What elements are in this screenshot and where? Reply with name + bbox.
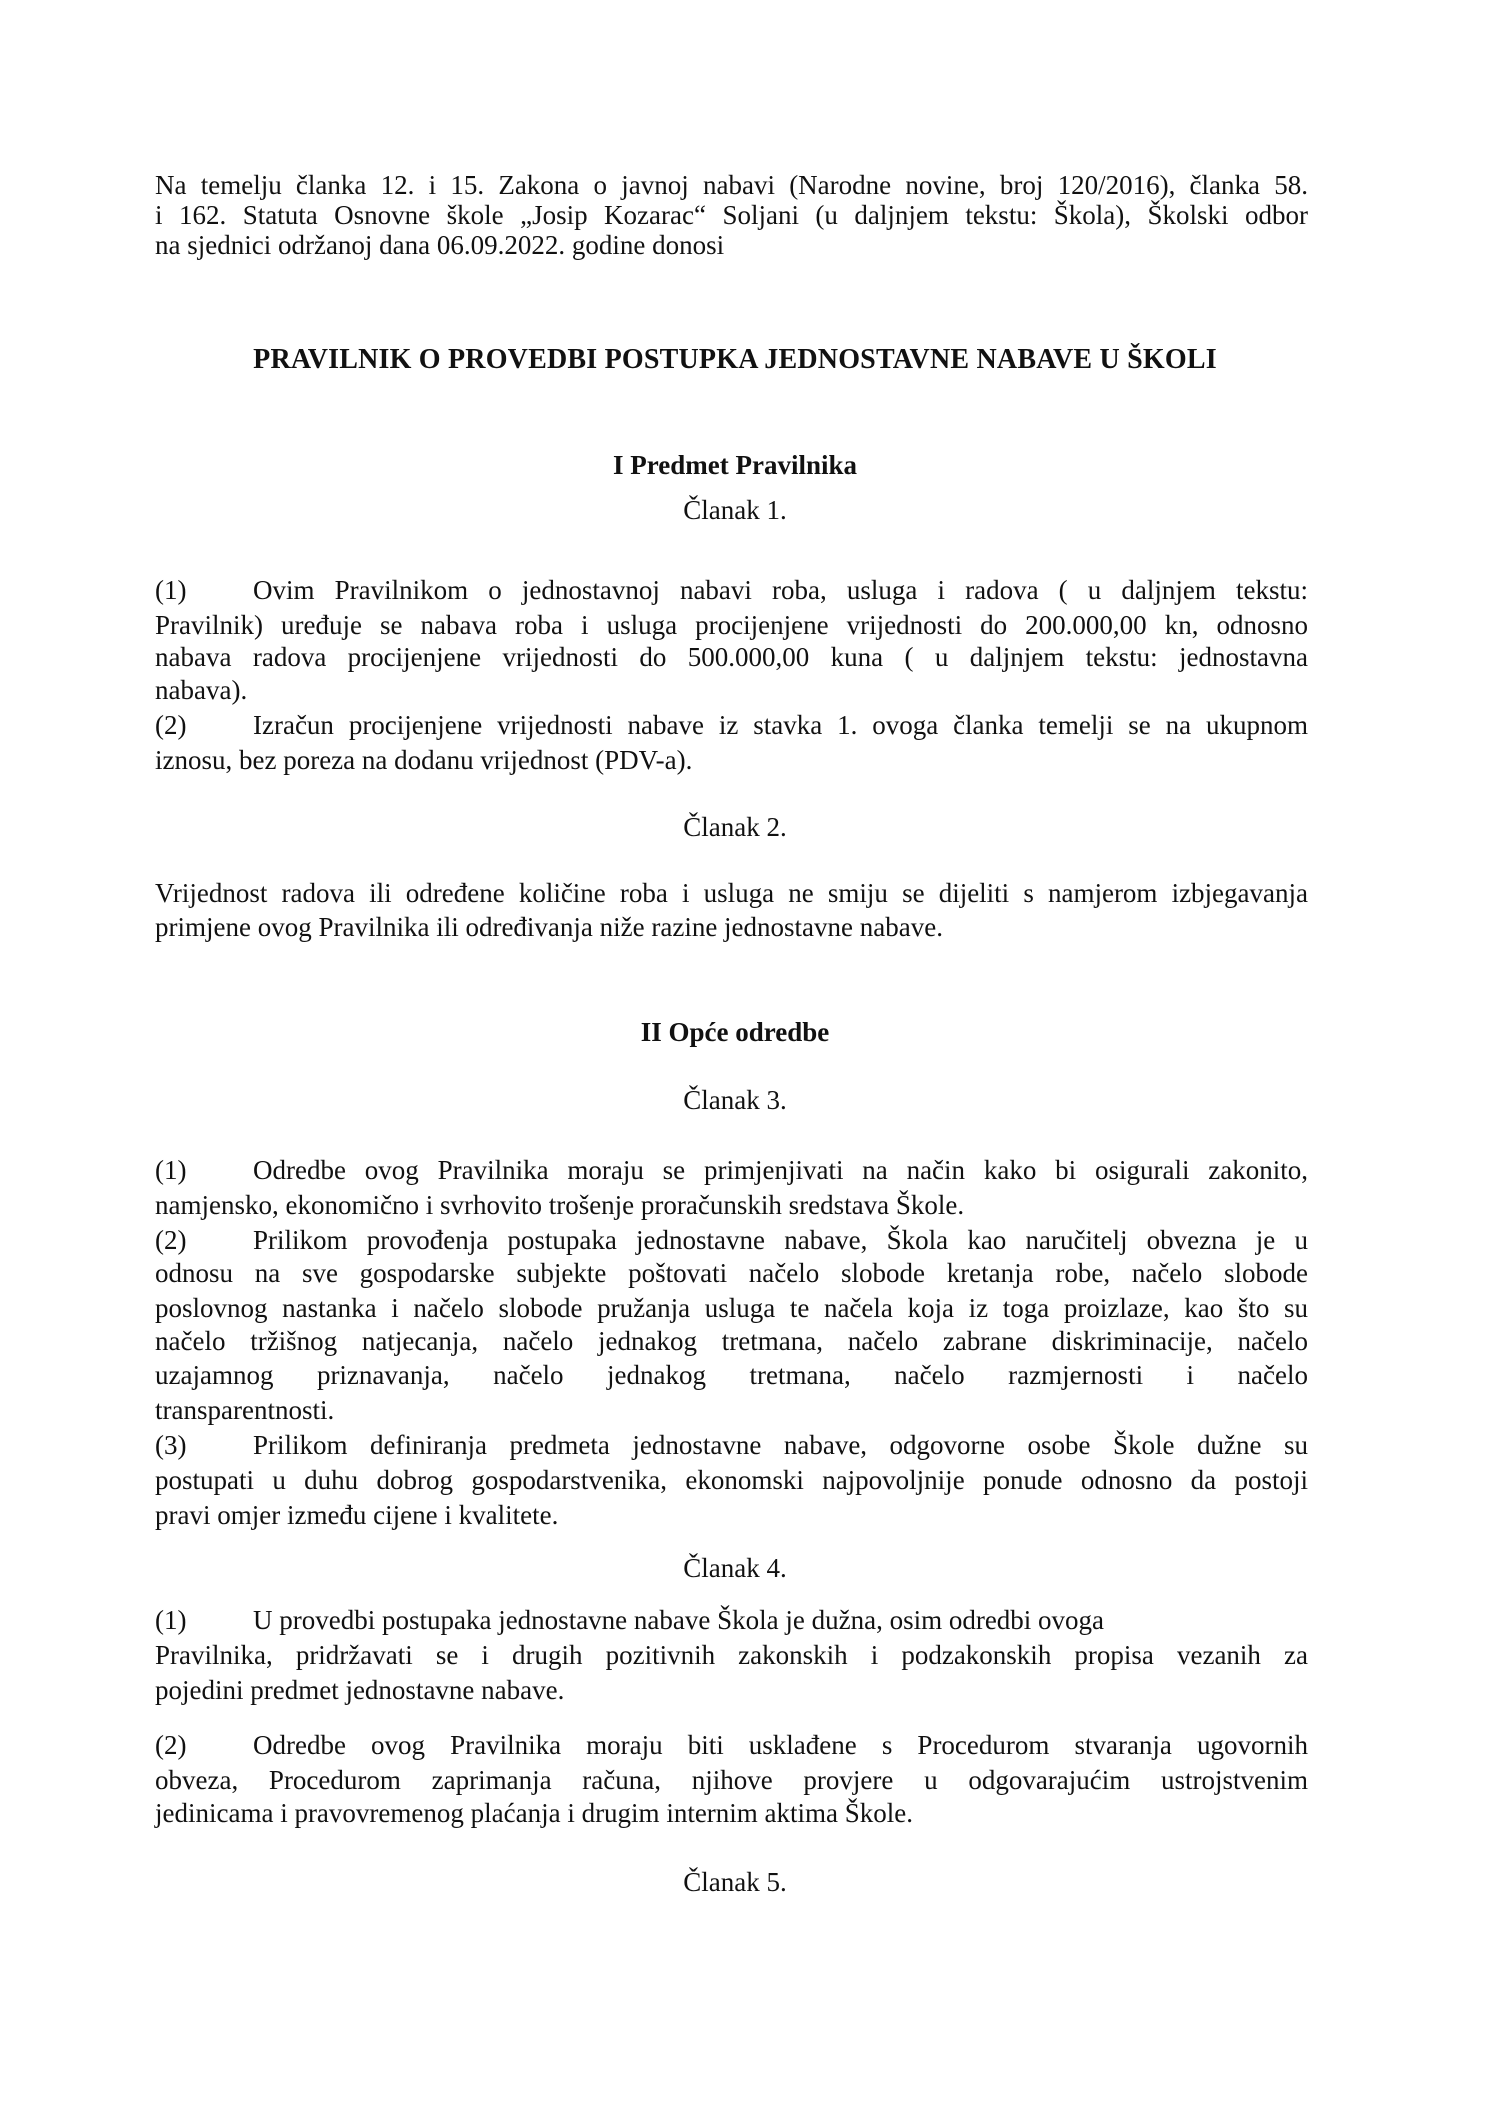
paragraph-text: Prilikom definiranja predmeta jednostavne nabave, odgovorne osobe Škole dužne su: [253, 1430, 1308, 1460]
paragraph-line: uzajamnog priznavanja, načelo jednakog tretmana, načelo razmjernosti i načelo: [155, 1360, 1308, 1390]
paragraph-line: [155, 1728, 1308, 1762]
paragraph-line: pojedini predmet jednostavne nabave.: [155, 1675, 565, 1705]
paragraph-line: namjensko, ekonomično i svrhovito trošenje proračunskih sredstava Škole.: [155, 1190, 965, 1220]
paragraph-marker: (2): [155, 1225, 187, 1255]
preamble-line: i 162. Statuta Osnovne škole „Josip Kozarac“ Soljani (u daljnjem tekstu: Škola), Školski odbor: [155, 200, 1308, 230]
paragraph-line: [155, 1223, 1308, 1257]
paragraph-text: Odredbe ovog Pravilnika moraju biti usklađene s Procedurom stvaranja ugovornih: [253, 1730, 1308, 1760]
article-title: Članak 4.: [683, 1553, 787, 1583]
paragraph-line: transparentnosti.: [155, 1395, 335, 1425]
paragraph-line: Vrijednost radova ili određene količine roba i usluga ne smiju se dijeliti s namjerom izbjegavanja: [155, 878, 1308, 908]
section-heading: II Opće odredbe: [640, 1017, 830, 1047]
preamble-line: Na temelju članka 12. i 15. Zakona o javnoj nabavi (Narodne novine, broj 120/2016), članka 58.: [155, 170, 1308, 200]
document-title: PRAVILNIK O PROVEDBI POSTUPKA JEDNOSTAVNE NABAVE U ŠKOLI: [253, 344, 1217, 375]
paragraph-text: Izračun procijenjene vrijednosti nabave iz stavka 1. ovoga članka temelji se na ukupnom: [253, 710, 1308, 740]
paragraph-line: [155, 1603, 1308, 1637]
paragraph-line: nabava).: [155, 675, 248, 705]
article-title: Članak 2.: [683, 812, 787, 842]
paragraph-line: iznosu, bez poreza na dodanu vrijednost (PDV-a).: [155, 745, 693, 775]
article-title: Članak 1.: [683, 495, 787, 525]
paragraph-text: U provedbi postupaka jednostavne nabave Škola je dužna, osim odredbi ovoga: [253, 1605, 1105, 1635]
paragraph-line: postupati u duhu dobrog gospodarstvenika, ekonomski najpovoljnije ponude odnosno da postoji: [155, 1465, 1308, 1495]
paragraph-line: načelo tržišnog natjecanja, načelo jednakog tretmana, načelo zabrane diskriminacije, načelo: [155, 1326, 1308, 1356]
paragraph-line: nabava radova procijenjene vrijednosti do 500.000,00 kuna ( u daljnjem tekstu: jednostavna: [155, 642, 1308, 672]
paragraph-marker: (2): [155, 710, 187, 740]
paragraph-marker: (2): [155, 1730, 187, 1760]
paragraph-line: Pravilnik) uređuje se nabava roba i usluga procijenjene vrijednosti do 200.000,00 kn, odnosno: [155, 610, 1308, 640]
paragraph-marker: (1): [155, 575, 187, 605]
paragraph-line: Pravilnika, pridržavati se i drugih pozitivnih zakonskih i podzakonskih propisa vezanih za: [155, 1640, 1308, 1670]
paragraph-line: [155, 708, 1308, 742]
paragraph-marker: (3): [155, 1430, 187, 1460]
paragraph-text: Odredbe ovog Pravilnika moraju se primjenjivati na način kako bi osigurali zakonito,: [253, 1155, 1308, 1185]
paragraph-text: Ovim Pravilnikom o jednostavnoj nabavi roba, usluga i radova ( u daljnjem tekstu:: [253, 575, 1308, 605]
paragraph-marker: (1): [155, 1155, 187, 1185]
paragraph-line: jedinicama i pravovremenog plaćanja i drugim internim aktima Škole.: [155, 1798, 914, 1828]
article-title: Članak 3.: [683, 1085, 787, 1115]
article-title: Članak 5.: [683, 1867, 787, 1897]
section-heading: I Predmet Pravilnika: [613, 450, 857, 480]
preamble-line: na sjednici održanoj dana 06.09.2022. godine donosi: [155, 230, 725, 260]
paragraph-line: odnosu na sve gospodarske subjekte poštovati načelo slobode kretanja robe, načelo slobode: [155, 1258, 1308, 1288]
paragraph-line: [155, 1153, 1308, 1187]
paragraph-line: [155, 573, 1308, 607]
paragraph-line: pravi omjer između cijene i kvalitete.: [155, 1500, 559, 1530]
paragraph-line: obveza, Procedurom zaprimanja računa, njihove provjere u odgovarajućim ustrojstvenim: [155, 1765, 1308, 1795]
paragraph-line: [155, 1428, 1308, 1462]
paragraph-line: primjene ovog Pravilnika ili određivanja niže razine jednostavne nabave.: [155, 912, 943, 942]
paragraph-line: poslovnog nastanka i načelo slobode pružanja usluga te načela koja iz toga proizlaze, kao što su: [155, 1293, 1308, 1323]
paragraph-marker: (1): [155, 1605, 187, 1635]
paragraph-text: Prilikom provođenja postupaka jednostavne nabave, Škola kao naručitelj obvezna je u: [253, 1225, 1308, 1255]
